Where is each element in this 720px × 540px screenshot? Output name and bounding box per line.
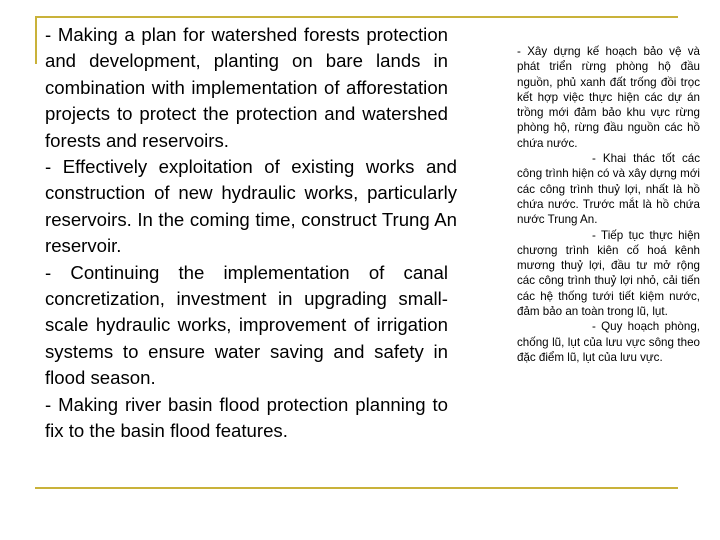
english-paragraph-1: - Making a plan for watershed forests protection and development, planting on bare lands in combination with implementation of afforestation projects to protect the protection and watershed forests and reservoirs. xyxy=(45,24,448,151)
vietnamese-paragraph-4: - Quy hoạch phòng, chống lũ, lụt của lưu vực sông theo đặc điểm lũ, lụt của lưu vực. xyxy=(517,320,700,364)
english-paragraph-2: - Effectively exploitation of existing works and construction of new hydraulic works, particularly reservoirs. In the coming time, construct Trung An reservoir. xyxy=(45,156,457,257)
vietnamese-paragraph-1: - Xây dựng kế hoạch bảo vệ và phát triển rừng phòng hộ đầu nguồn, phủ xanh đất trống đồi trọc kết hợp việc thực hiện các dự án trồng mới đảm bảo khu vực rừng phòng hộ, rừng đầu nguồn các hồ chứa nước. xyxy=(517,45,700,150)
left-decorative-rule xyxy=(35,16,37,64)
vietnamese-text-block xyxy=(517,44,700,365)
english-text-block xyxy=(45,22,457,445)
english-paragraph-3: - Continuing the implementation of canal concretization, investment in upgrading small-scale hydraulic works, improvement of irrigation systems to ensure water saving and safety in flood season. xyxy=(45,261,448,389)
top-decorative-rule xyxy=(35,16,678,18)
english-paragraph-4: - Making river basin flood protection planning to fix to the basin flood features. xyxy=(45,393,448,442)
bottom-decorative-rule xyxy=(35,487,678,489)
vietnamese-paragraph-2: - Khai thác tốt các công trình hiện có và xây dựng mới các công trình thuỷ lợi, nhất là hồ chứa nước. Trước mắt là hồ chứa nước Trung An. xyxy=(517,152,700,227)
vietnamese-paragraph-3: - Tiếp tục thực hiện chương trình kiên cố hoá kênh mương thuỷ lợi, đầu tư mở rộng các công trình thuỷ lợi nhỏ, cải tiến các hệ thống tưới tiết kiệm nước, đảm bảo an toàn trong lũ, lụt. xyxy=(517,228,700,319)
